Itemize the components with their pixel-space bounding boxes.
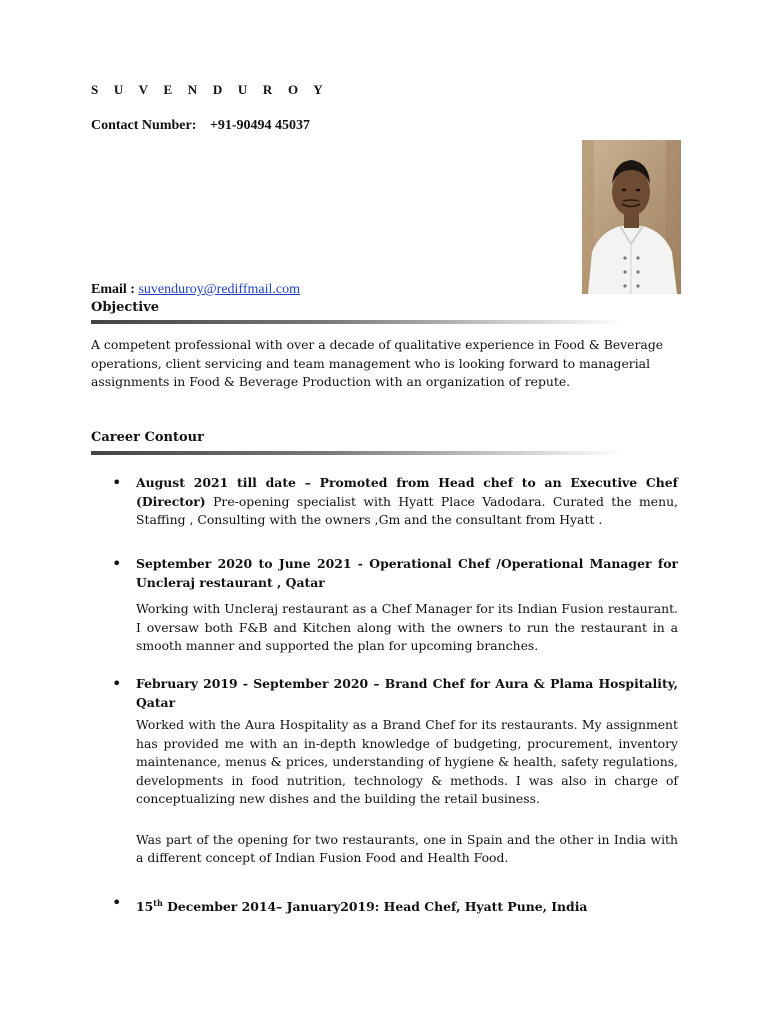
- career-item-description-2: Was part of the opening for two restaurants, one in Spain and the other in India with a different concept of Indian Fusion Food and Health Food.: [136, 831, 678, 865]
- career-item-day-suffix: th: [153, 898, 163, 908]
- email-line: [91, 282, 300, 298]
- bullet-icon: •: [112, 473, 122, 492]
- career-item-body: [136, 894, 678, 917]
- profile-photo: [582, 140, 681, 294]
- bullet-icon: •: [112, 554, 122, 573]
- email-label: Email :: [91, 282, 135, 297]
- career-item-day: 15: [136, 899, 154, 915]
- objective-text: A competent professional with over a decade of qualitative experience in Food & Beverage operations, client servicing and team management who is looking forward to managerial assignments in Food & Beverage Production with an organization of repute.: [91, 337, 664, 389]
- career-divider: [91, 451, 623, 455]
- contact-number-line: [91, 118, 310, 134]
- career-item-3: [112, 675, 678, 868]
- career-heading: Career Contour: [91, 430, 204, 445]
- bullet-icon: •: [112, 893, 122, 912]
- career-item-description: Pre-opening specialist with Hyatt Place Vadodara. Curated the menu, Staffing , Consulting with the owners ,Gm and the consultant from Hyatt .: [136, 493, 678, 527]
- contact-label: Contact Number:: [91, 118, 197, 133]
- objective-divider: [91, 320, 623, 324]
- career-item-body: [136, 675, 678, 868]
- career-item-heading: August 2021 till date – Promoted from Head chef to an Executive Chef (Director): [136, 475, 678, 509]
- career-item-heading: February 2019 - September 2020 – Brand Chef for Aura & Plama Hospitality, Qatar: [136, 676, 678, 710]
- candidate-name: S U V E N D U R O Y: [91, 82, 329, 97]
- email-link[interactable]: suvenduroy@rediffmail.com: [138, 282, 300, 297]
- contact-number: +91-90494 45037: [209, 118, 311, 133]
- bullet-icon: •: [112, 674, 122, 693]
- career-item-body: [136, 555, 678, 656]
- career-item-body: [136, 474, 678, 530]
- objective-heading: Objective: [91, 300, 160, 315]
- career-item-heading: [136, 899, 587, 914]
- career-item-heading: September 2020 to June 2021 - Operational Chef /Operational Manager for Uncleraj restaurant , Qatar: [136, 556, 678, 590]
- career-item-description: Worked with the Aura Hospitality as a Brand Chef for its restaurants. My assignment has provided me with an in-depth knowledge of budgeting, procurement, inventory maintenance, menus & prices, understanding of hygiene & health, safety regulations, developments in food nutrition, technology & methods. I was also in charge of conceptualizing new dishes and the building the retail business.: [136, 717, 678, 806]
- career-item-heading-text: December 2014– January2019: Head Chef, Hyatt Pune, India: [162, 899, 588, 915]
- career-item-4: [112, 894, 678, 917]
- career-item-2: [112, 555, 678, 656]
- career-item-1: [112, 474, 678, 530]
- career-item-description: Working with Uncleraj restaurant as a Chef Manager for its Indian Fusion restaurant. I oversaw both F&B and Kitchen along with the owners to run the restaurant in a smooth manner and supported the plan for upcoming branches.: [136, 601, 678, 653]
- chef-portrait-image: [582, 140, 681, 294]
